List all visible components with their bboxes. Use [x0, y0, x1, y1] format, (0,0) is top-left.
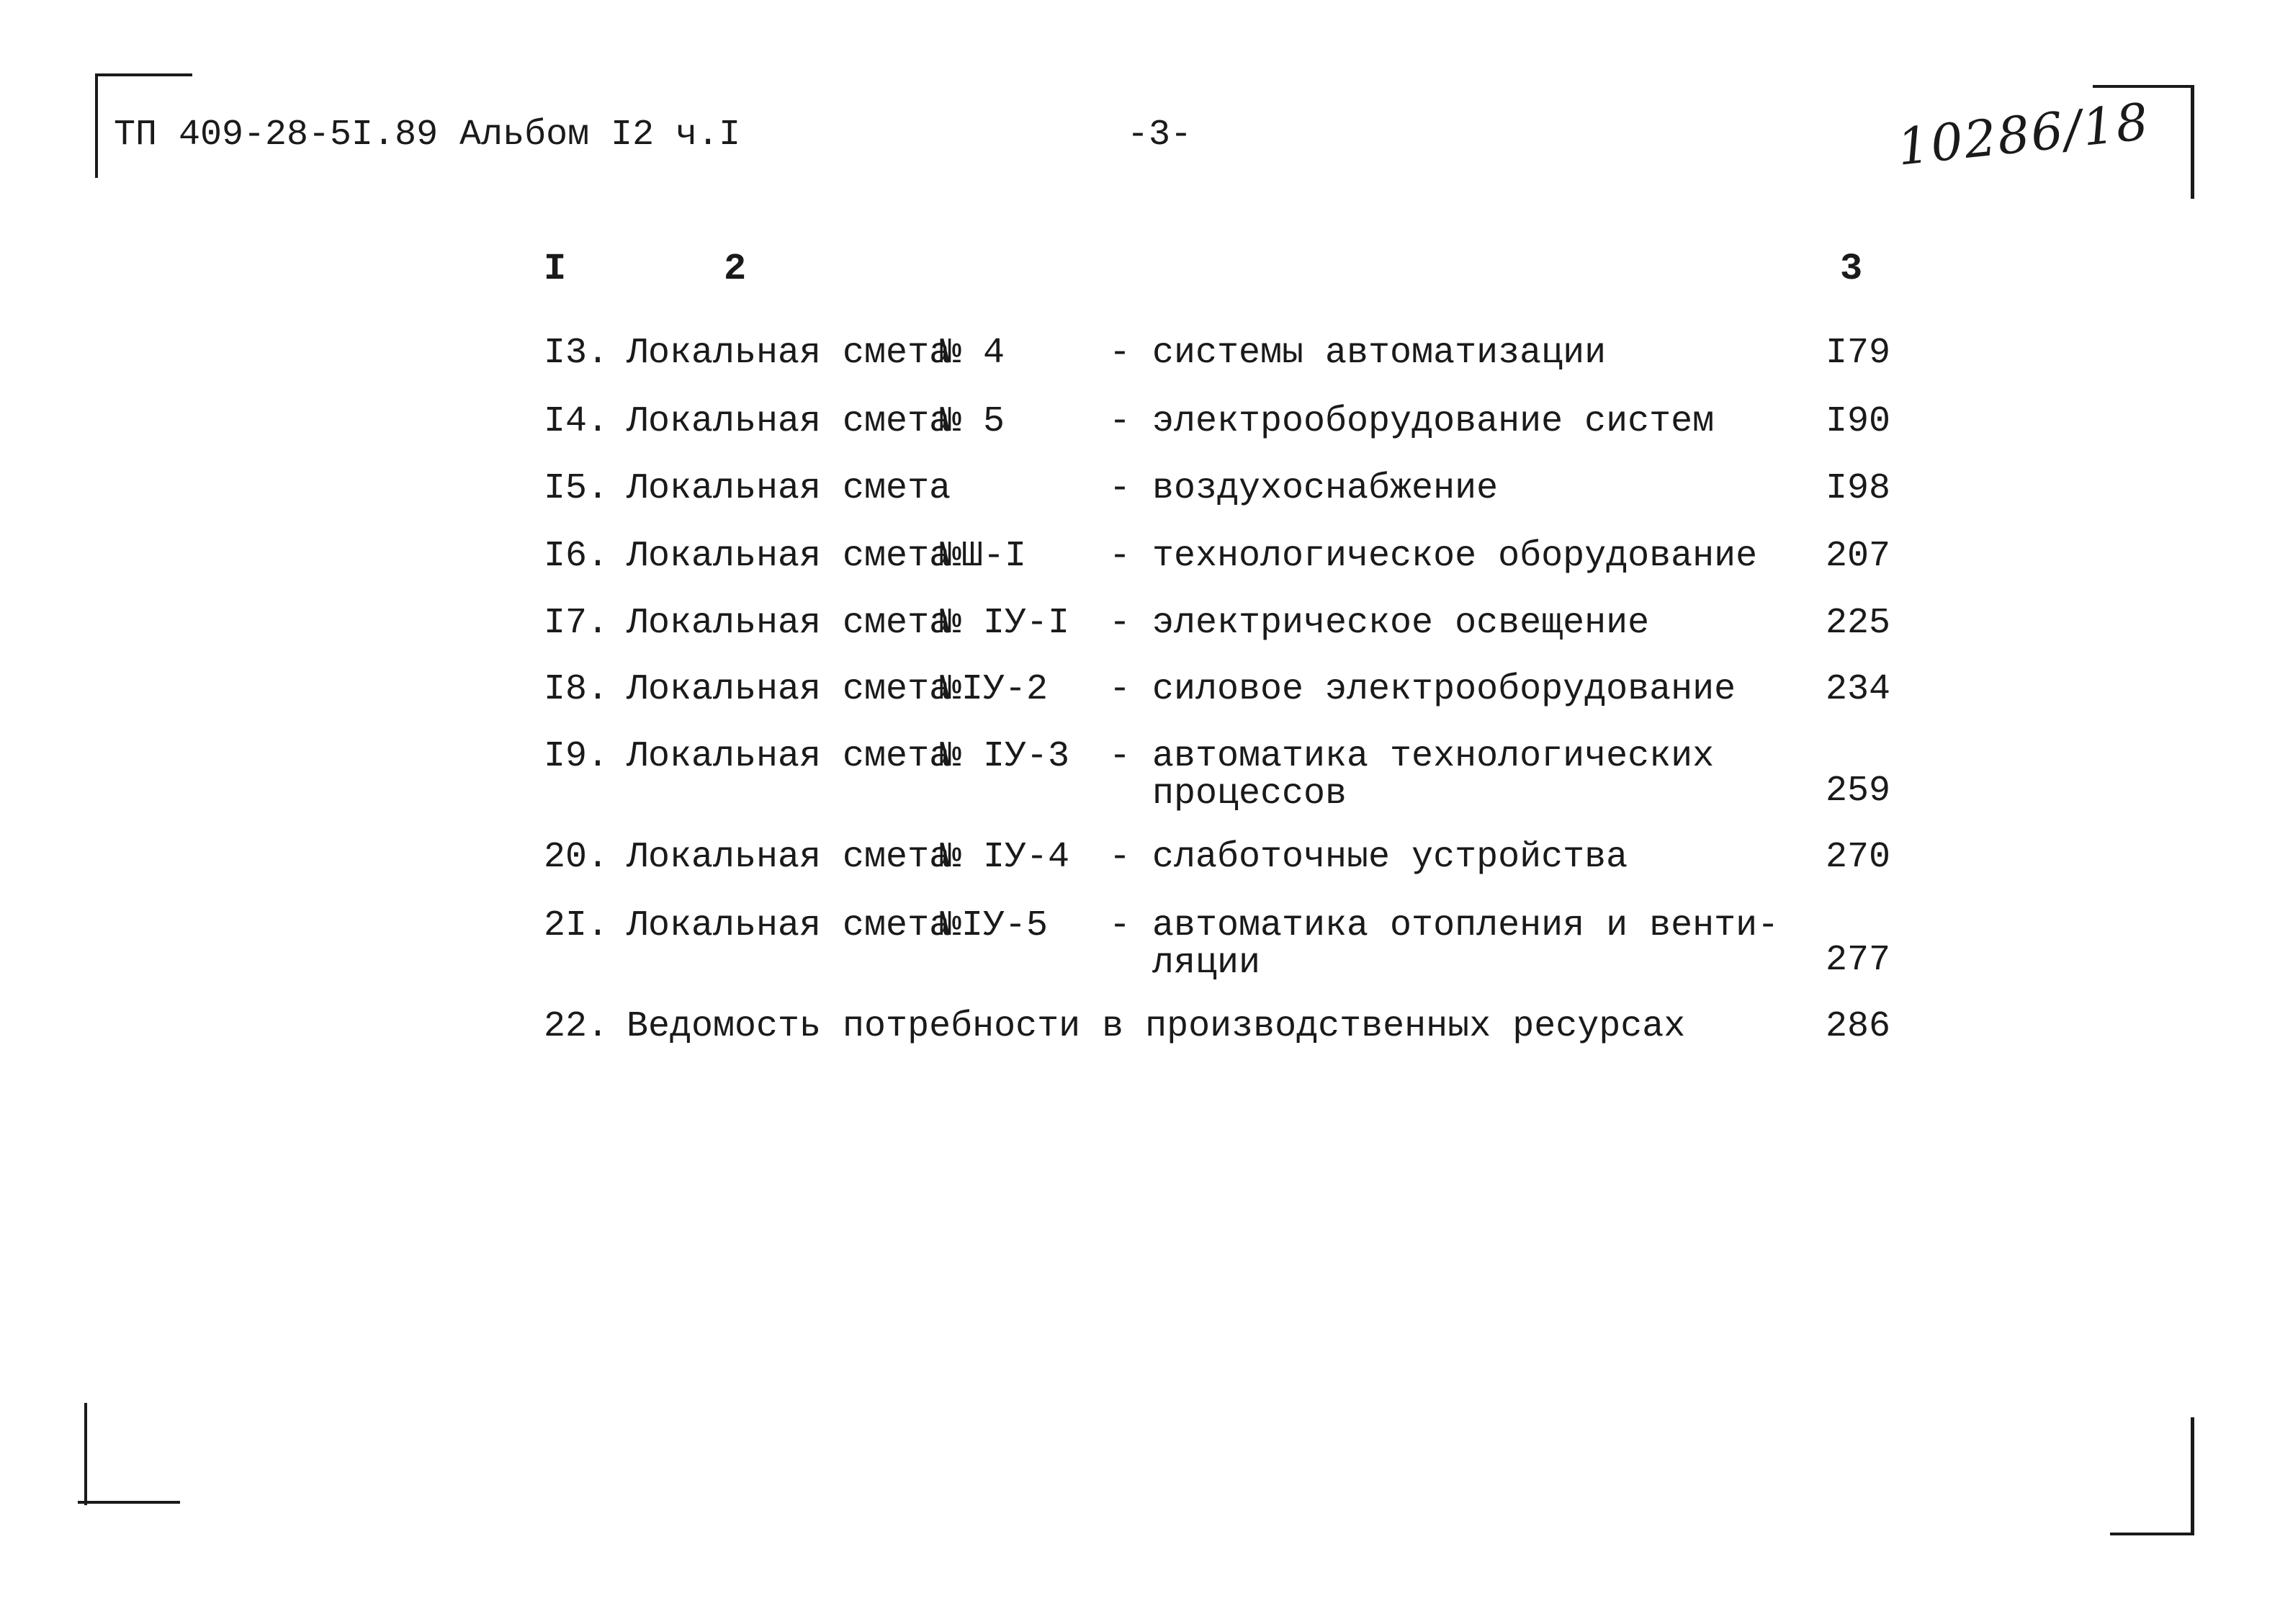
item-code: №IУ-2 — [940, 669, 1049, 710]
list-item — [544, 1008, 1890, 1073]
item-dash: - — [1109, 401, 1131, 442]
item-description: автоматика технологических — [1152, 736, 1715, 777]
item-name: Локальная смета — [627, 401, 951, 442]
item-dash: - — [1109, 536, 1131, 577]
list-item — [544, 470, 1890, 535]
frame-corner-bottom-left-v — [84, 1403, 87, 1505]
item-description: системы автоматизации — [1152, 333, 1607, 374]
item-dash: - — [1109, 669, 1131, 710]
item-dash: - — [1109, 905, 1131, 946]
item-name: Локальная смета — [627, 333, 951, 374]
item-description-continuation: ляции — [1152, 943, 1261, 984]
item-page: 270 — [1825, 837, 1890, 878]
item-description: электрическое освещение — [1152, 603, 1650, 644]
item-dash: - — [1109, 603, 1131, 644]
item-code: № 5 — [940, 401, 1005, 442]
frame-corner-bottom-left-h — [78, 1501, 180, 1504]
frame-corner-bottom-right-h — [2110, 1533, 2194, 1535]
list-item — [544, 605, 1890, 670]
page-number: -3- — [1127, 115, 1193, 156]
item-dash: - — [1109, 333, 1131, 374]
item-number: I3. — [544, 333, 609, 374]
item-name: Локальная смета — [627, 736, 951, 777]
frame-corner-top-left-h — [95, 73, 192, 76]
list-item — [544, 839, 1890, 904]
item-page: 259 — [1825, 771, 1890, 812]
list-item — [544, 335, 1890, 400]
item-code: № IУ-I — [940, 603, 1070, 644]
item-number: I8. — [544, 669, 609, 710]
item-number: I9. — [544, 736, 609, 777]
item-page: I79 — [1825, 333, 1890, 374]
frame-corner-top-left-v — [95, 73, 98, 178]
item-description: воздухоснабжение — [1152, 468, 1499, 509]
list-item — [544, 538, 1890, 603]
item-dash: - — [1109, 837, 1131, 878]
item-dash: - — [1109, 468, 1131, 509]
item-description: электрооборудование систем — [1152, 401, 1715, 442]
item-page: 225 — [1825, 603, 1890, 644]
item-name: Локальная смета — [627, 536, 951, 577]
item-number: I5. — [544, 468, 609, 509]
item-name: Локальная смета — [627, 603, 951, 644]
handwritten-inventory-number: 10286/18 — [1894, 91, 2153, 177]
item-name: Локальная смета — [627, 905, 951, 946]
item-name: Локальная смета — [627, 669, 951, 710]
item-page: I90 — [1825, 401, 1890, 442]
item-name: Ведомость потребности в производственных ресурсах — [627, 1006, 1686, 1047]
item-number: I6. — [544, 536, 609, 577]
item-number: 22. — [544, 1006, 609, 1047]
item-code: № 4 — [940, 333, 1005, 374]
item-description: слаботочные устройства — [1152, 837, 1628, 878]
item-number: 20. — [544, 837, 609, 878]
column-header-2: 2 — [724, 248, 747, 290]
item-code: №Ш-I — [940, 536, 1027, 577]
frame-corner-bottom-right-v — [2191, 1417, 2194, 1535]
item-code: № IУ-3 — [940, 736, 1070, 777]
frame-corner-top-right-v — [2191, 85, 2194, 199]
item-description: технологическое оборудование — [1152, 536, 1758, 577]
document-id: ТП 409-28-5I.89 Альбом I2 ч.I — [114, 115, 741, 156]
list-item — [544, 403, 1890, 468]
item-name: Локальная смета — [627, 468, 951, 509]
item-page: 207 — [1825, 536, 1890, 577]
item-description: автоматика отопления и венти- — [1152, 905, 1779, 946]
column-header-1: I — [544, 248, 567, 290]
list-item — [544, 738, 1890, 817]
item-dash: - — [1109, 736, 1131, 777]
item-number: I7. — [544, 603, 609, 644]
item-name: Локальная смета — [627, 837, 951, 878]
frame-corner-top-right-h — [2093, 85, 2194, 88]
item-code: № IУ-4 — [940, 837, 1070, 878]
item-page: I98 — [1825, 468, 1890, 509]
list-item — [544, 671, 1890, 736]
item-description-continuation: процессов — [1152, 773, 1347, 815]
item-page: 277 — [1825, 940, 1890, 981]
item-page: 286 — [1825, 1006, 1890, 1047]
item-number: I4. — [544, 401, 609, 442]
item-page: 234 — [1825, 669, 1890, 710]
item-description: силовое электрооборудование — [1152, 669, 1736, 710]
item-code: №IУ-5 — [940, 905, 1049, 946]
item-number: 2I. — [544, 905, 609, 946]
column-header-3: 3 — [1840, 248, 1863, 290]
list-item — [544, 907, 1890, 987]
